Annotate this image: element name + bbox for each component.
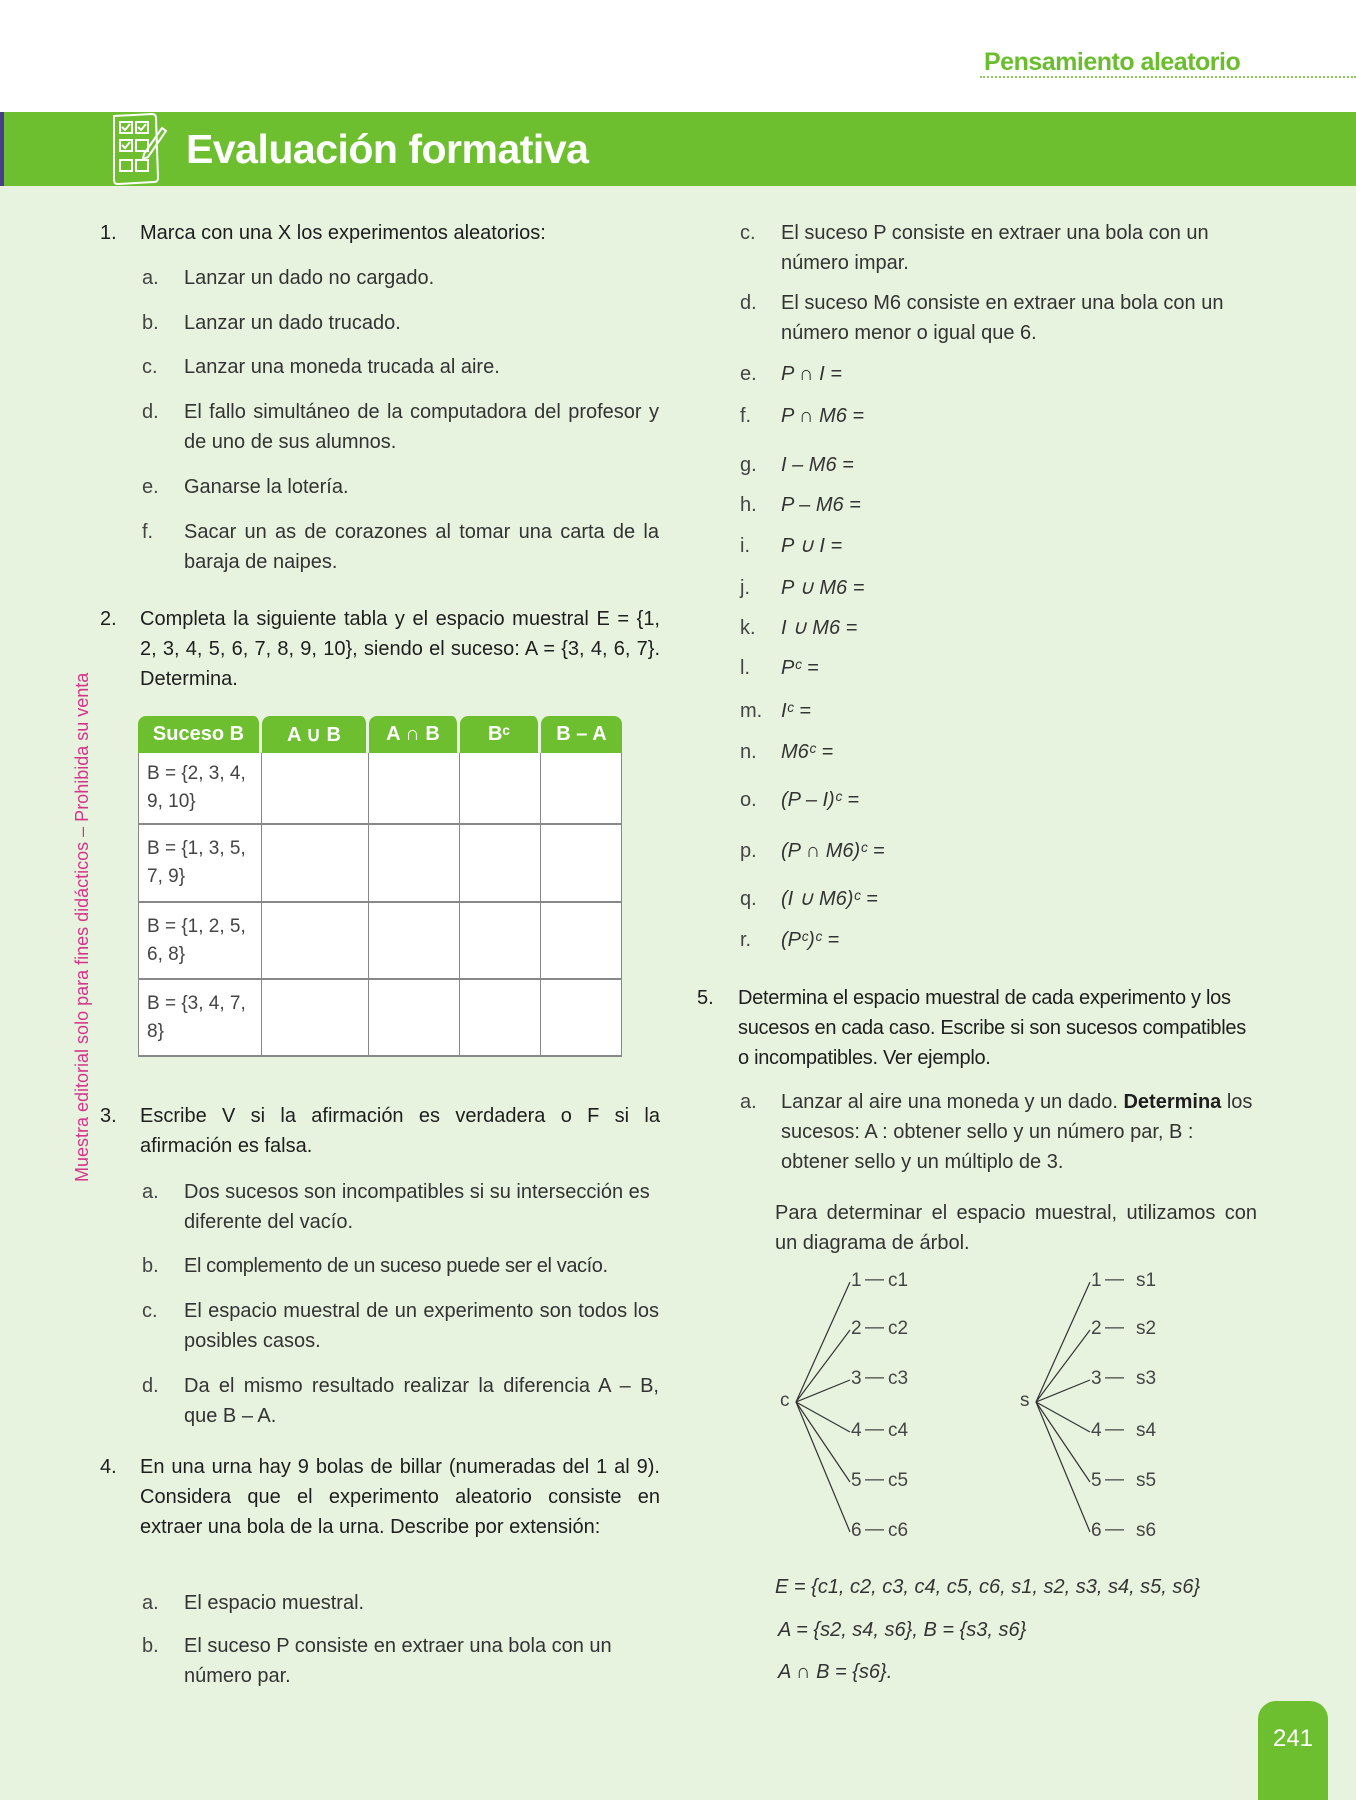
tree-branch-label: 2 (1091, 1318, 1102, 1339)
answer-cell[interactable] (460, 825, 541, 903)
answer-cell[interactable] (369, 980, 460, 1057)
tree-dash: — (1105, 1519, 1124, 1540)
col-header: B – A (541, 716, 622, 753)
q2-number: 2. (100, 608, 117, 630)
answer-cell[interactable] (369, 825, 460, 903)
q4-item-letter: k. (740, 617, 756, 639)
q5-a-bold: Determina (1123, 1091, 1222, 1113)
q4-c-letter: c. (740, 222, 756, 244)
answer-cell[interactable] (541, 753, 622, 825)
section-title: Pensamiento aleatorio (984, 48, 1241, 76)
q1-c-text: Lanzar una moneda trucada al aire. (184, 356, 500, 378)
tree-leaf: c1 (888, 1270, 909, 1291)
tree-leaf: c2 (888, 1318, 909, 1339)
q1-e-letter: e. (142, 476, 159, 498)
q3-b-text: El complemento de un suceso puede ser el vacío. (184, 1255, 608, 1277)
q5-text: Determina el espacio muestral de cada experimento y los sucesos en cada caso. Escribe si son sucesos compatibles o incompatibles. Ver ejemplo. (738, 987, 1246, 1069)
q3-d-text: Da el mismo resultado realizar la diferencia A – B, que B – A. (184, 1375, 659, 1427)
q1-number: 1. (100, 222, 117, 244)
q4-item-expression: M6ᶜ = (781, 741, 834, 763)
answer-cell[interactable] (541, 903, 622, 980)
q5-a-text-2: los sucesos: A : obtener sello y un número par, B : obtener sello y un múltiplo de 3. (781, 1091, 1253, 1173)
answer-cell[interactable] (262, 980, 369, 1057)
q4-item-expression: (P – I)ᶜ = (781, 789, 860, 811)
q5-a-text (781, 1087, 1259, 1177)
col-header: A ∩ B (369, 716, 460, 753)
q4-item-letter: j. (740, 577, 750, 599)
q4-item-letter: q. (740, 888, 757, 910)
tree-branch-label: 4 (1091, 1420, 1102, 1441)
q4-item-letter: n. (740, 741, 757, 763)
tree-branch-label: 2 (851, 1318, 862, 1339)
table-cell: B = {1, 2, 5, 6, 8} (138, 903, 262, 980)
q4-item-letter: g. (740, 454, 757, 476)
q4-d-letter: d. (740, 292, 757, 314)
page-number: 241 (1272, 1725, 1314, 1752)
tree-branch (796, 1402, 850, 1532)
header-divider (980, 76, 1356, 78)
tree-dash: — (865, 1519, 884, 1540)
tree-dash: — (865, 1419, 884, 1440)
q3-text: Escribe V si la afirmación es verdadera o F si la afirmación es falsa. (140, 1105, 660, 1157)
q4-item-letter: l. (740, 657, 750, 679)
answer-cell[interactable] (262, 753, 369, 825)
answer-cell[interactable] (369, 753, 460, 825)
tree-branch-label: 5 (851, 1470, 862, 1491)
q4-item-letter: f. (740, 405, 752, 427)
tree-branch-label: 3 (1091, 1368, 1102, 1389)
q1-b-letter: b. (142, 312, 159, 334)
tree-branch (796, 1402, 850, 1432)
q4-item-expression: Iᶜ = (781, 700, 811, 722)
checklist-icon (108, 112, 174, 187)
tree-branch-label: 3 (851, 1368, 862, 1389)
q4-item-letter: p. (740, 840, 757, 862)
answer-cell[interactable] (460, 980, 541, 1057)
q5-explain: Para determinar el espacio muestral, utilizamos con un diagrama de árbol. (775, 1202, 1257, 1254)
tree-branch (1036, 1402, 1090, 1482)
q4-item-expression: Pᶜ = (781, 657, 819, 679)
tree-branch-label: 1 (1091, 1270, 1102, 1291)
q4-item-expression: (I ∪ M6)ᶜ = (781, 888, 878, 910)
q1-d-letter: d. (142, 401, 159, 423)
tree-diagram (760, 1250, 1260, 1570)
tree-branch-label: 4 (851, 1420, 862, 1441)
tree-branch (796, 1402, 850, 1482)
q3-d-letter: d. (142, 1375, 159, 1397)
q4-item-letter: h. (740, 494, 757, 516)
tree-leaf: s2 (1136, 1318, 1157, 1339)
answer-cell[interactable] (262, 903, 369, 980)
tree-branch-label: 6 (851, 1520, 862, 1541)
q1-f-letter: f. (142, 521, 154, 543)
page-title: Evaluación formativa (186, 126, 589, 172)
q4-a-text: El espacio muestral. (184, 1592, 365, 1614)
tree-leaf: c6 (888, 1520, 909, 1541)
table-cell: B = {3, 4, 7, 8} (138, 980, 262, 1057)
q1-a-text: Lanzar un dado no cargado. (184, 267, 435, 289)
q4-text: En una urna hay 9 bolas de billar (numeradas del 1 al 9). Considera que el experimento aleatorio consiste en extraer una bola de la urna. Describe por extensión: (140, 1456, 660, 1538)
q4-a-letter: a. (142, 1592, 159, 1614)
tree-leaf: c3 (888, 1368, 909, 1389)
tree-dash: — (1105, 1367, 1124, 1388)
table-cell: B = {2, 3, 4, 9, 10} (138, 753, 262, 825)
q3-number: 3. (100, 1105, 117, 1127)
q4-d-text: El suceso M6 consiste en extraer una bola con un número menor o igual que 6. (781, 292, 1224, 344)
tree-dash: — (865, 1469, 884, 1490)
tree-branch (1036, 1402, 1090, 1432)
tree-leaf: c4 (888, 1420, 909, 1441)
tree-leaf: s6 (1136, 1520, 1157, 1541)
q1-b-text: Lanzar un dado trucado. (184, 312, 401, 334)
answer-cell[interactable] (262, 825, 369, 903)
side-notice: Muestra editorial solo para fines didácticos – Prohibida su venta (72, 672, 92, 1182)
q4-item-expression: P ∪ I = (781, 535, 843, 557)
q1-f-text: Sacar un as de corazones al tomar una carta de la baraja de naipes. (184, 521, 659, 573)
q3-b-letter: b. (142, 1255, 159, 1277)
q5-number: 5. (697, 987, 714, 1009)
q4-item-expression: P – M6 = (781, 494, 861, 516)
result-ab: A = {s2, s4, s6}, B = {s3, s6} (778, 1619, 1027, 1641)
q1-e-text: Ganarse la lotería. (184, 476, 349, 498)
result-e: E = {c1, c2, c3, c4, c5, c6, s1, s2, s3, s4, s5, s6} (775, 1576, 1201, 1598)
answer-cell[interactable] (541, 980, 622, 1057)
tree-dash: — (1105, 1317, 1124, 1338)
q4-item-letter: e. (740, 363, 757, 385)
tree-branch-label: 6 (1091, 1520, 1102, 1541)
q4-b-text: El suceso P consiste en extraer una bola con un número par. (184, 1635, 612, 1687)
tree-dash: — (865, 1367, 884, 1388)
q3-a-text: Dos sucesos son incompatibles si su intersección es diferente del vacío. (184, 1181, 650, 1233)
q4-number: 4. (100, 1456, 117, 1478)
q4-item-letter: i. (740, 535, 750, 557)
tree-dash: — (1105, 1419, 1124, 1440)
tree-branch (1036, 1282, 1090, 1402)
tree-branch-label: 5 (1091, 1470, 1102, 1491)
q1-c-letter: c. (142, 356, 158, 378)
col-header: Suceso B (138, 716, 262, 753)
tree-leaf: s5 (1136, 1470, 1157, 1491)
answer-cell[interactable] (541, 825, 622, 903)
tree-root: c (780, 1390, 790, 1411)
tree-leaf: s4 (1136, 1420, 1157, 1441)
tree-dash: — (1105, 1269, 1124, 1290)
q4-item-expression: P ∩ I = (781, 363, 842, 385)
tree-dash: — (865, 1317, 884, 1338)
q3-c-letter: c. (142, 1300, 158, 1322)
q4-item-letter: o. (740, 789, 757, 811)
q1-d-text: El fallo simultáneo de la computadora del profesor y de uno de sus alumnos. (184, 401, 659, 453)
q4-item-expression: (Pᶜ)ᶜ = (781, 929, 840, 951)
q4-b-letter: b. (142, 1635, 159, 1657)
answer-cell[interactable] (460, 903, 541, 980)
sets-table (138, 716, 622, 1057)
tree-leaf: s1 (1136, 1270, 1157, 1291)
q4-item-expression: P ∪ M6 = (781, 577, 865, 599)
col-header: Bᶜ (460, 716, 541, 753)
q4-c-text: El suceso P consiste en extraer una bola con un número impar. (781, 222, 1209, 274)
tree-dash: — (1105, 1469, 1124, 1490)
q4-item-letter: r. (740, 929, 752, 951)
q4-item-expression: P ∩ M6 = (781, 405, 865, 427)
tree-root: s (1020, 1390, 1030, 1411)
q4-item-expression: I ∪ M6 = (781, 617, 858, 639)
q3-a-letter: a. (142, 1181, 159, 1203)
q4-item-expression: I – M6 = (781, 454, 854, 476)
q3-c-text: El espacio muestral de un experimento son todos los posibles casos. (184, 1300, 659, 1352)
answer-cell[interactable] (369, 903, 460, 980)
result-intersection: A ∩ B = {s6}. (778, 1661, 893, 1683)
q4-item-letter: m. (740, 700, 763, 722)
q1-a-letter: a. (142, 267, 159, 289)
tree-dash: — (865, 1269, 884, 1290)
table-cell: B = {1, 3, 5, 7, 9} (138, 825, 262, 903)
answer-cell[interactable] (460, 753, 541, 825)
q4-item-expression: (P ∩ M6)ᶜ = (781, 840, 885, 862)
tree-branch (796, 1282, 850, 1402)
tree-leaf: c5 (888, 1470, 909, 1491)
tree-branch-label: 1 (851, 1270, 862, 1291)
col-header: A ∪ B (262, 716, 369, 753)
q5-a-text-1: Lanzar al aire una moneda y un dado. (781, 1091, 1124, 1113)
tree-branch (1036, 1402, 1090, 1532)
q5-a-letter: a. (740, 1091, 757, 1113)
q1-text: Marca con una X los experimentos aleatorios: (140, 222, 546, 244)
tree-leaf: s3 (1136, 1368, 1157, 1389)
q2-text: Completa la siguiente tabla y el espacio muestral E = {1, 2, 3, 4, 5, 6, 7, 8, 9, 10}, siendo el suceso: A = {3, 4, 6, 7}. Determina. (140, 608, 660, 690)
